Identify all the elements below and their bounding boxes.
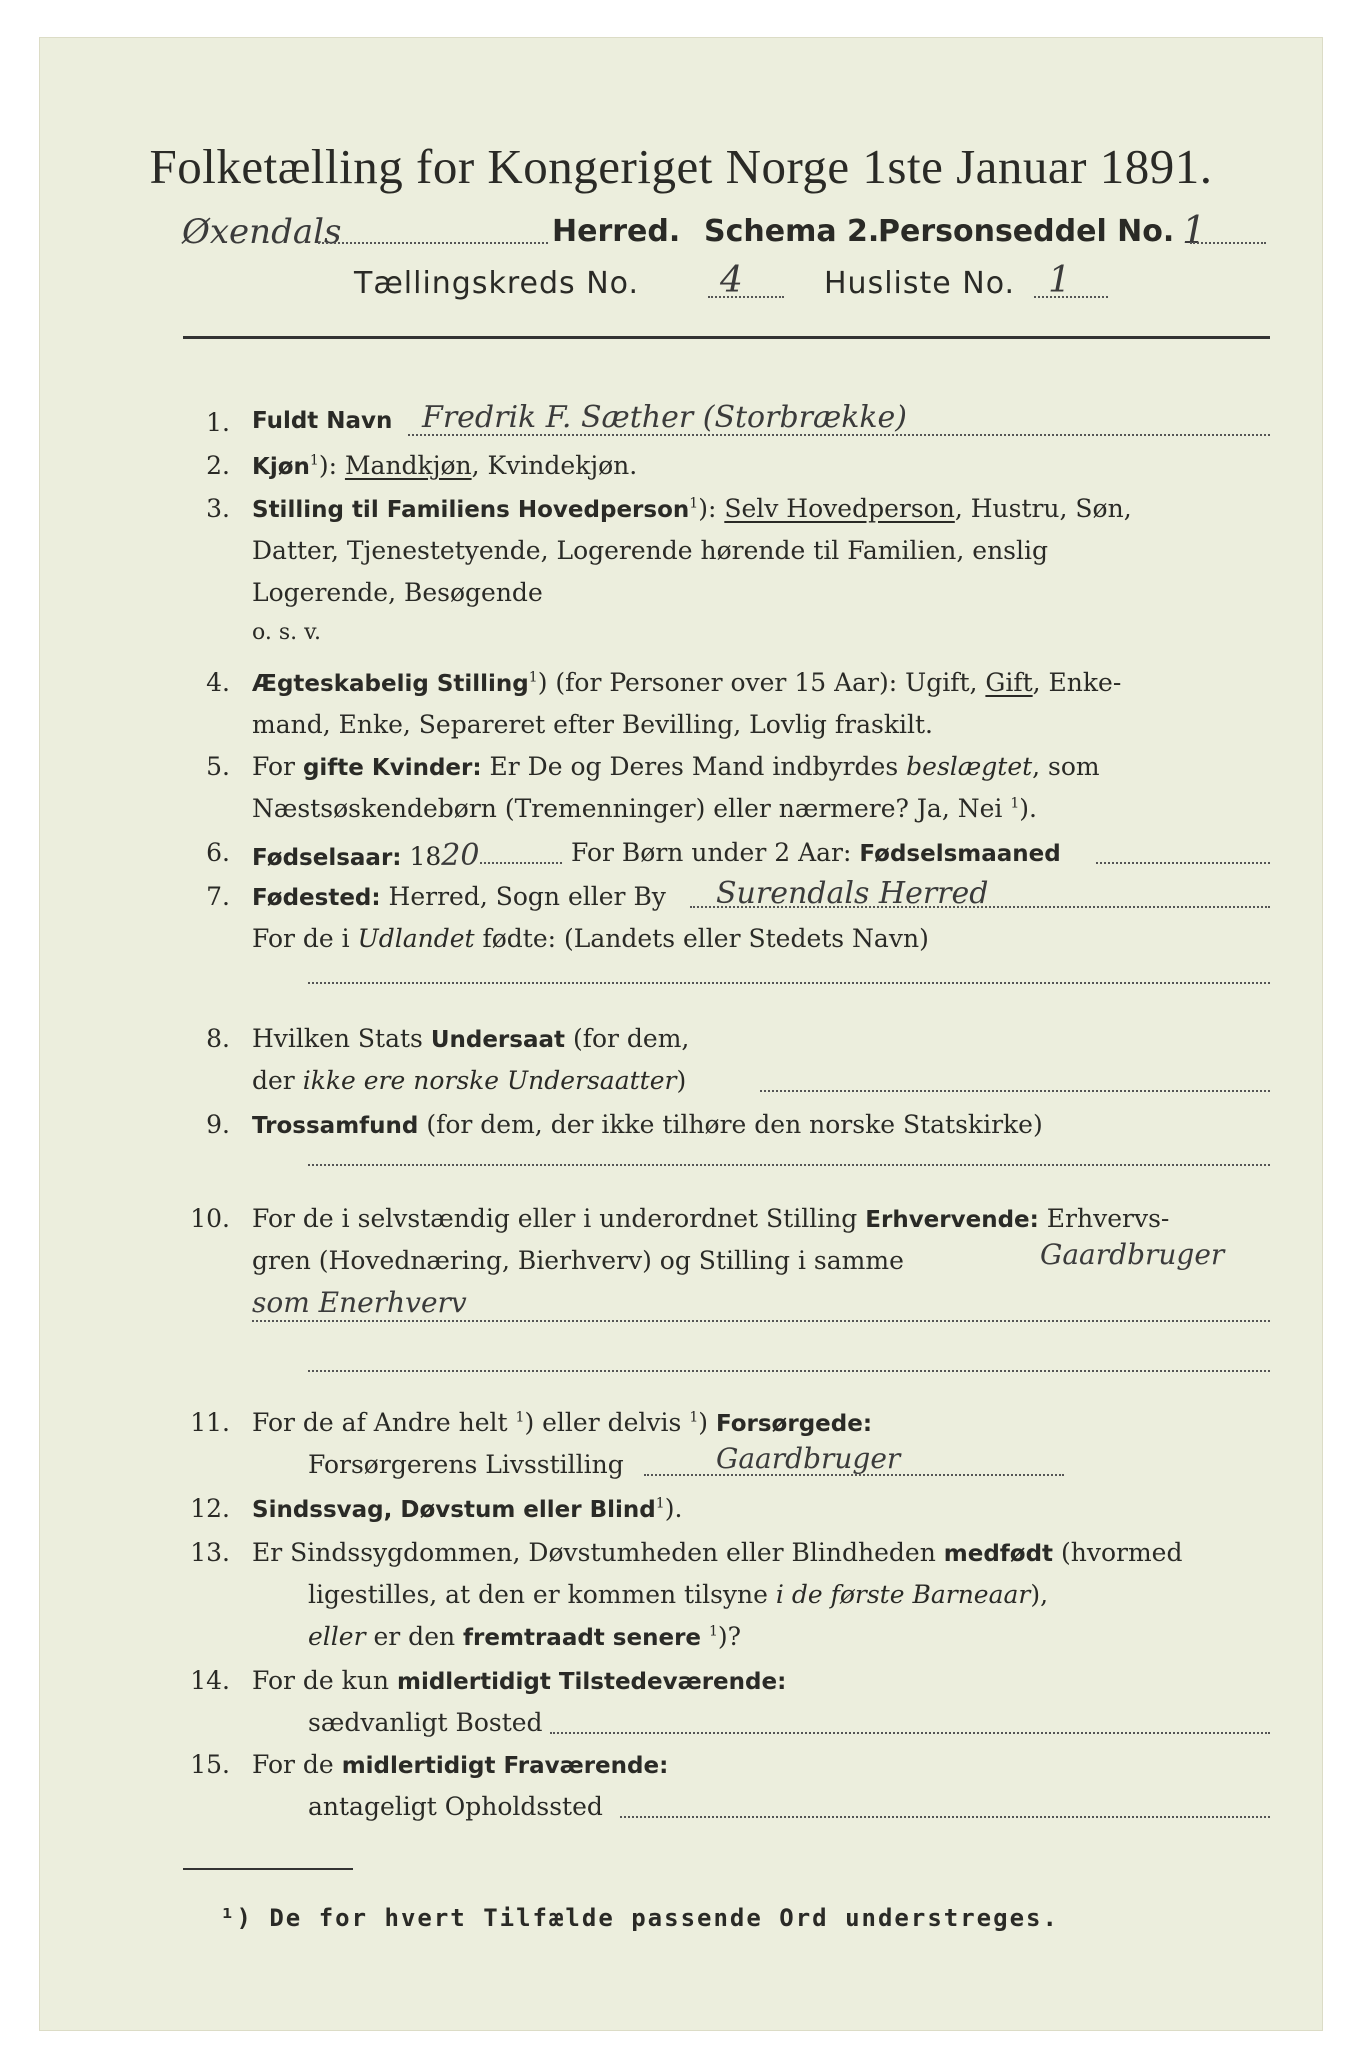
- q13-line1: [252, 1538, 1182, 1567]
- q7-text1: Herred, Sogn eller By: [380, 882, 666, 911]
- q10-line1: [252, 1204, 1169, 1233]
- q6-month-dots: [1096, 862, 1270, 864]
- q6-line: [252, 838, 479, 873]
- q8-pre: Hvilken Stats: [252, 1024, 431, 1053]
- q2-label: Kjøn: [252, 454, 310, 480]
- herred-label: Herred.: [552, 214, 681, 249]
- q2-opt-selected: Mandkjøn: [344, 451, 472, 480]
- q5-text1: Er De og Deres Mand indbyrdes: [481, 752, 907, 781]
- q13-label2: fremtraadt senere: [463, 1625, 702, 1651]
- q13-line2b: ),: [1030, 1580, 1049, 1609]
- q8-label: Undersaat: [430, 1027, 565, 1053]
- q1-number: 1.: [206, 408, 230, 437]
- q5-label: gifte Kvinder:: [302, 755, 482, 781]
- q5-ital: beslægtet: [906, 752, 1033, 781]
- q7-number: 7.: [206, 882, 230, 911]
- q14-label: midlertidigt Tilstedeværende:: [396, 1669, 787, 1695]
- footnote-rule: [183, 1868, 353, 1870]
- q4-label: Ægteskabelig Stilling: [252, 671, 529, 697]
- footnote: ¹) De for hvert Tilfælde passende Ord understreges.: [220, 1904, 1059, 1932]
- q6-year-value: 20: [441, 838, 480, 873]
- q11-text3: ): [698, 1408, 716, 1437]
- q6-number: 6.: [206, 838, 230, 867]
- q2-text: ):: [318, 451, 345, 480]
- q9-blank-dots: [308, 1164, 1270, 1166]
- q6-text1: For Børn under 2 Aar:: [571, 838, 860, 867]
- personseddel-value: 1: [1182, 208, 1207, 252]
- q7-line2a: For de i: [252, 924, 358, 953]
- q8-line2a: der: [252, 1066, 303, 1095]
- q3-line1: [252, 494, 1132, 523]
- q11-sup2: 1: [689, 1409, 699, 1426]
- herred-value: Øxendals: [182, 212, 342, 252]
- q5-line2: [252, 794, 1037, 823]
- q8-text1: (for dem,: [565, 1024, 690, 1053]
- husliste-value: 1: [1048, 260, 1071, 301]
- q13-line2i: i de første Barneaar: [775, 1580, 1031, 1609]
- header-rule: [183, 336, 1270, 339]
- q4-text2: , Enke-: [1032, 668, 1122, 697]
- q3-sup: 1: [689, 495, 699, 512]
- q3-opt-selected: Selv Hovedperson: [724, 494, 955, 523]
- q13-line3i: eller: [308, 1622, 366, 1651]
- q14-dots: [550, 1732, 1270, 1734]
- q13-line3a: er den: [365, 1622, 464, 1651]
- q15-label: midlertidigt Fraværende:: [341, 1753, 669, 1779]
- q4-number: 4.: [206, 668, 230, 697]
- q11-text1: For de af Andre helt: [252, 1408, 516, 1437]
- census-form: [40, 38, 1322, 2030]
- q10-blank-dots: [308, 1370, 1270, 1372]
- q13-line2a: ligestilles, at den er kommen tilsyne: [308, 1580, 776, 1609]
- q5-line2-text: Næstsøskendebørn (Tremenninger) eller nærmere? Ja, Nei: [252, 794, 1011, 823]
- q15-dots: [620, 1816, 1270, 1818]
- q7-line2b: fødte: (Landets eller Stedets Navn): [474, 924, 929, 953]
- q7-label: Fødested:: [252, 885, 381, 911]
- personseddel-dots: [1190, 242, 1266, 244]
- q5-pre: For: [252, 752, 303, 781]
- q8-line2: [252, 1066, 686, 1095]
- q13-text1: Er Sindssygdommen, Døvstumheden eller Blindheden: [252, 1538, 944, 1567]
- q11-line1: [252, 1408, 872, 1437]
- q1-label: Fuldt Navn: [252, 408, 393, 434]
- q3-number: 3.: [206, 494, 230, 523]
- q10-value1: Gaardbruger: [1040, 1238, 1225, 1271]
- q13-line2: [308, 1580, 1048, 1609]
- q1-value: Fredrik F. Sæther (Storbrække): [422, 400, 908, 435]
- q11-number: 11.: [190, 1408, 230, 1437]
- q12-end: ).: [664, 1494, 683, 1523]
- q13-text2: (hvormed: [1053, 1538, 1183, 1567]
- q15-number: 15.: [190, 1750, 230, 1779]
- q8-line2b: ): [676, 1066, 687, 1095]
- q14-line2: sædvanligt Bosted: [308, 1708, 543, 1737]
- q5-line1: [252, 752, 1100, 781]
- q10-text1: For de i selvstændig eller i underordnet Stilling: [252, 1204, 866, 1233]
- q8-dots: [760, 1090, 1270, 1092]
- q12-sup: 1: [655, 1495, 665, 1512]
- q7-line2i: Udlandet: [357, 924, 475, 953]
- q3-line2: Datter, Tjenestetyende, Logerende hørende til Familien, enslig: [252, 536, 1049, 565]
- q13-line3b: [701, 1622, 709, 1651]
- q2-number: 2.: [206, 451, 230, 480]
- q8-line2i: ikke ere norske Undersaatter: [302, 1066, 677, 1095]
- q6-year-prefix: 18: [401, 842, 442, 871]
- kreds-label: Tællingskreds No.: [354, 266, 639, 301]
- q15-line2: antageligt Opholdssted: [308, 1792, 603, 1821]
- q3-rest1: , Hustru, Søn,: [954, 494, 1132, 523]
- q15-line1: [252, 1750, 668, 1779]
- q13-line3: [308, 1622, 741, 1651]
- q7-value: Surendals Herred: [716, 876, 989, 911]
- schema-label: Schema 2.: [704, 214, 880, 249]
- q10-value2: som Enerhverv: [252, 1286, 467, 1319]
- herred-dots: [318, 242, 548, 244]
- q4-text1: ) (for Personer over 15 Aar): Ugift,: [537, 668, 986, 697]
- q5-number: 5.: [206, 752, 230, 781]
- q11-text2: ) eller delvis: [524, 1408, 690, 1437]
- q5-sup: 1: [1010, 795, 1020, 812]
- q11-line2: Forsørgerens Livsstilling: [308, 1450, 624, 1479]
- q3-line4: o. s. v.: [252, 620, 321, 645]
- q8-number: 8.: [206, 1024, 230, 1053]
- q6-label: Fødselsaar:: [252, 845, 402, 871]
- q11-value: Gaardbruger: [716, 1442, 901, 1475]
- q9-text1: (for dem, der ikke tilhøre den norske Statskirke): [418, 1110, 1043, 1139]
- q13-label: medfødt: [943, 1541, 1054, 1567]
- q14-number: 14.: [190, 1666, 230, 1695]
- q5-end: ).: [1019, 794, 1037, 823]
- q10-label: Erhvervende:: [865, 1207, 1039, 1233]
- q12-number: 12.: [190, 1494, 230, 1523]
- q11-label: Forsørgede:: [715, 1411, 873, 1437]
- husliste-dots: [1034, 296, 1108, 298]
- q14-text1: For de kun: [252, 1666, 397, 1695]
- q3-colon: ):: [698, 494, 725, 523]
- q11-sup1: 1: [515, 1409, 525, 1426]
- q2-opt-other: , Kvindekjøn.: [471, 451, 638, 480]
- q10-text2: Erhvervs-: [1038, 1204, 1170, 1233]
- q4-opt-selected: Gift: [985, 668, 1033, 697]
- q12-label: Sindssvag, Døvstum eller Blind: [252, 1497, 656, 1523]
- q7-blank-dots: [308, 982, 1270, 984]
- q7-line2: [252, 924, 929, 953]
- q13-sup: 1: [708, 1623, 718, 1640]
- q4-sup: 1: [528, 669, 538, 686]
- q6-label2: Fødselsmaaned: [859, 841, 1061, 867]
- q2-sup: 1: [309, 452, 319, 469]
- q4-line1: [252, 668, 1121, 697]
- q6-right: [571, 838, 1061, 867]
- kreds-dots: [708, 296, 784, 298]
- personseddel-label: Personseddel No.: [878, 214, 1175, 249]
- q10-dots1: [252, 1320, 1270, 1322]
- q8-line1: [252, 1024, 689, 1053]
- q3-line3: Logerende, Besøgende: [252, 578, 543, 607]
- q9-line1: [252, 1110, 1043, 1139]
- q4-line2: mand, Enke, Separeret efter Bevilling, Lovlig fraskilt.: [252, 710, 933, 739]
- q7-line1: [252, 882, 666, 911]
- q10-line2: gren (Hovednæring, Bierhverv) og Stilling i samme: [252, 1246, 904, 1275]
- q3-label: Stilling til Familiens Hovedperson: [252, 497, 690, 523]
- q6-year-dots: [480, 862, 562, 864]
- q10-number: 10.: [190, 1204, 230, 1233]
- q12-line: [252, 1494, 682, 1523]
- q13-number: 13.: [190, 1538, 230, 1567]
- q5-text2: , som: [1032, 752, 1100, 781]
- husliste-label: Husliste No.: [824, 266, 1016, 301]
- q13-line3c: )?: [717, 1622, 742, 1651]
- q15-text1: For de: [252, 1750, 342, 1779]
- q9-label: Trossamfund: [252, 1113, 419, 1139]
- form-title: Folketælling for Kongeriget Norge 1ste Januar 1891.: [149, 139, 1213, 194]
- kreds-value: 4: [720, 260, 743, 301]
- q2-line: [252, 451, 637, 480]
- q14-line1: [252, 1666, 786, 1695]
- q9-number: 9.: [206, 1110, 230, 1139]
